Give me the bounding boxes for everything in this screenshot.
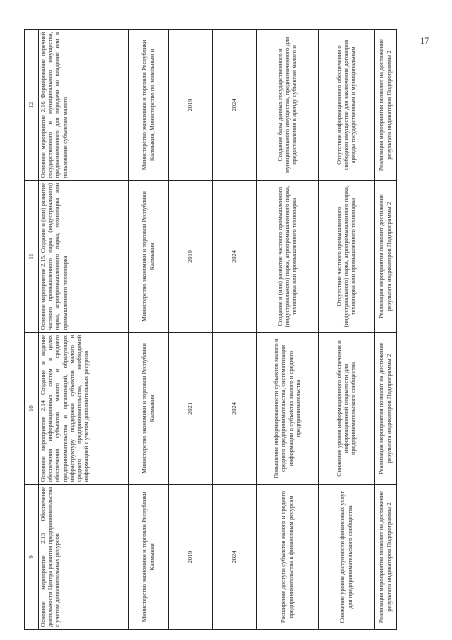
year-end-cell-12: 2024	[213, 30, 257, 181]
event-cell-9: Основное мероприятие 2.13 Обеспечение деятельности Центра развития предпринимательства с учетом дополнительных ресурсов	[39, 485, 129, 630]
num-cell-12: 12	[25, 30, 39, 181]
year-start-cell-9: 2019	[169, 485, 213, 630]
result-cell-11: Создание и (или) развитие частного промышленного (индустриального) парка, агропромышленного парка, технопарка или промышленного технопарка	[257, 181, 319, 333]
result-cell-9: Расширение доступа субъектов малого и среднего предпринимательства к финансовым ресурсам	[257, 485, 319, 630]
field-row-event	[39, 30, 129, 630]
event-cell-10: Основное мероприятие 2.14 Создание и ведение обеспечения информационных систем в целях обеспечения субъектов малого и среднего предпринимательства и организаций, образующих инфраструктуру поддержки субъектов малого и среднего предпринимательства, необходимой информацией с учетом дополнительных ресурсов	[39, 333, 129, 485]
risk-cell-12: Отсутствие информационного обеспечения о свободном имуществе для заключения договоров аренды государственным и муниципальным	[319, 30, 375, 181]
page-number: 17	[420, 36, 429, 46]
result-cell-10: Повышение информированности субъектов малого и среднего предпринимательства, систематизация информации о субъектах малого и среднего предпринимательства	[257, 333, 319, 485]
event-cell-11: Основное мероприятие 2.15. Создание и (или) развитие частного промышленного парка (индустриального) парка, агропромышленного парка, технопарка или промышленного технопарка	[39, 181, 129, 333]
num-cell-10: 10	[25, 333, 39, 485]
events-table	[24, 29, 397, 630]
link-cell-11: Реализация мероприятия позволит достижение результата индикаторов Подпрограммы 2	[375, 181, 397, 333]
executor-cell-9: Министерство экономики и торговли Республики Калмыкия	[129, 485, 169, 630]
field-row-year-end	[213, 30, 257, 630]
event-cell-12: Основное мероприятие 2.16 Формирование перечней государственного и муниципального имущества, предназначенного для передачи во владение или в пользование субъектам малого	[39, 30, 129, 181]
link-cell-12: Реализация мероприятия позволит на достижение результата индикаторов Подпрограммы 2	[375, 30, 397, 181]
result-cell-12: Создание базы данных государственного и муниципального имущества, предназначенного для предоставления в аренду субъектам малого и	[257, 30, 319, 181]
risk-cell-9: Снижение уровня доступности финансовых услуг для предпринимательского сообщества	[319, 485, 375, 630]
year-start-cell-11: 2019	[169, 181, 213, 333]
year-start-cell-12: 2019	[169, 30, 213, 181]
num-cell-9: 9	[25, 485, 39, 630]
risk-cell-11: Отсутствие частного промышленного (индустриального) парка, агропромышленного парка, технопарка или промышленного технопарка	[319, 181, 375, 333]
executor-cell-10: Министерство экономики и торговли Республики Калмыкия	[129, 333, 169, 485]
field-row-result	[257, 30, 319, 630]
year-end-cell-10: 2024	[213, 333, 257, 485]
num-cell-11: 11	[25, 181, 39, 333]
year-end-cell-9: 2024	[213, 485, 257, 630]
rotated-table-container	[24, 30, 396, 630]
field-row-executor	[129, 30, 169, 630]
year-start-cell-10: 2021	[169, 333, 213, 485]
risk-cell-10: Снижение уровня информационного обеспечения и информационной открытости для предпринимательского сообщества	[319, 333, 375, 485]
field-row-year-start	[169, 30, 213, 630]
executor-cell-12: Министерство экономики и торговли Республики Калмыкия, Министерство по земельным и	[129, 30, 169, 181]
year-end-cell-11: 2024	[213, 181, 257, 333]
field-row-link	[375, 30, 397, 630]
link-cell-10: Реализация мероприятия позволит на достижение результата индикаторов Подпрограммы 2	[375, 333, 397, 485]
executor-cell-11: Министерство экономики и торговли Республики Калмыкия	[129, 181, 169, 333]
link-cell-9: Реализация мероприятия позволит на достижение результата индикаторов Подпрограммы 2	[375, 485, 397, 630]
field-row-num	[25, 30, 39, 630]
field-row-risk	[319, 30, 375, 630]
